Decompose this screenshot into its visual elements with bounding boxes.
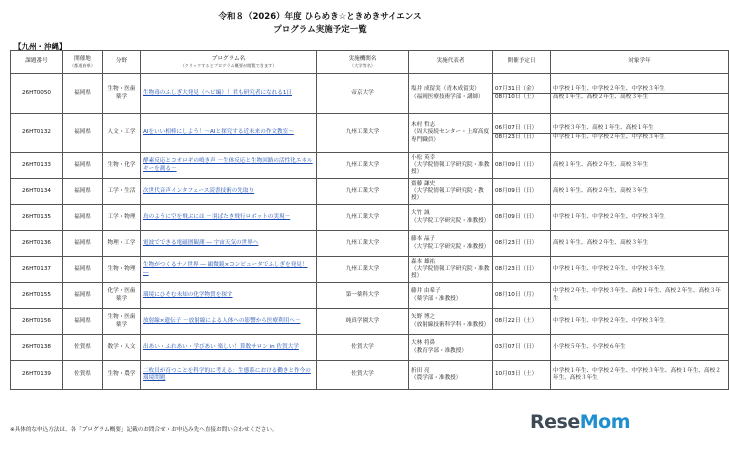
target-grade: 中学校１年生、中学校２年生、中学校３年生: [553, 85, 665, 92]
date-cell: [493, 205, 551, 231]
institution: 九州工業大学: [317, 153, 409, 179]
program-cell: [141, 205, 317, 231]
rep-line: 藤本 晶子: [411, 236, 436, 243]
representative: [409, 361, 493, 390]
target-grade: 高校１年生、高校２年生、高校３年生: [553, 161, 649, 168]
program-link[interactable]: 二枚貝が育つことを科学的に考える：生態系における働きと作今の環境問題: [143, 367, 311, 381]
date-cell: [493, 153, 551, 179]
rep-line: 大竹 誠: [411, 210, 430, 217]
event-date: 08月23日（日）: [495, 239, 538, 246]
grade-cell: [551, 153, 729, 179]
representative: [409, 309, 493, 335]
representative: [409, 114, 493, 153]
program-link[interactable]: 環境にひそむ未知の化学物質を探す: [143, 291, 233, 298]
institution: 九州工業大学: [317, 231, 409, 257]
program-id: 26HT0132: [11, 114, 63, 153]
grade-cell: [551, 309, 729, 335]
institution: 九州工業大学: [317, 114, 409, 153]
event-date: 08月10日（土）: [493, 93, 550, 101]
program-cell: [141, 361, 317, 390]
program-id: 26HT0050: [11, 74, 63, 114]
table-header-row: [11, 51, 729, 74]
field: 人文・工学: [103, 114, 141, 153]
grade-cell: [551, 74, 729, 114]
field: 数学・人文: [103, 335, 141, 361]
program-cell: [141, 179, 317, 205]
col-header-field: 分野: [103, 51, 141, 74]
col-header-institution: 実施機関名 （大学等名）: [317, 51, 409, 74]
event-date: 03月07日（日）: [495, 343, 538, 350]
prefecture: 福岡県: [63, 179, 103, 205]
field: 生物・医歯薬学: [103, 309, 141, 335]
program-cell: [141, 114, 317, 153]
program-id: 26HT0133: [11, 153, 63, 179]
rep-line: （大学院工学研究院・准教授）: [411, 243, 490, 250]
institution: 佐賀大学: [317, 361, 409, 390]
program-cell: [141, 283, 317, 309]
event-date: 06月07日（日）: [495, 125, 538, 132]
rep-line: 矢野 博之: [411, 314, 436, 321]
institution: 佐賀大学: [317, 335, 409, 361]
program-cell: [141, 231, 317, 257]
date-cell: [493, 231, 551, 257]
date-cell: [493, 257, 551, 283]
institution: 九州工業大学: [317, 205, 409, 231]
event-date: 07月31日（金）: [495, 85, 538, 92]
prefecture: 佐賀県: [63, 361, 103, 390]
prefecture: 福岡県: [63, 257, 103, 283]
table-row: [11, 361, 729, 390]
rep-line: （大学院工学研究院・准教授）: [411, 217, 490, 224]
field: 化学・医歯薬学: [103, 283, 141, 309]
program-link[interactable]: 鳥のように空を飛ぶには －羽ばたき飛行ロボットの実現－: [143, 213, 291, 220]
rep-line: 齋藤 謙史: [411, 180, 436, 187]
program-id: 26HT0136: [11, 231, 63, 257]
date-cell: [493, 74, 551, 114]
representative: [409, 205, 493, 231]
representative: [409, 335, 493, 361]
program-cell: [141, 74, 317, 114]
field: 物理・工学: [103, 231, 141, 257]
table-row: [11, 335, 729, 361]
program-id: 26HT0156: [11, 309, 63, 335]
table-row: [11, 153, 729, 179]
target-grade: 中学校１年生、中学校２年生、中学校３年生: [553, 265, 665, 272]
rep-line: 塩井 成留実（青木成留実）: [411, 86, 480, 93]
event-date: 10月03日（土）: [495, 371, 538, 378]
col-header-grade: 対象学年: [551, 51, 729, 74]
event-date: 08月09日（日）: [495, 187, 538, 194]
target-grade: 中学校１年生、中学校２年生、中学校３年生: [551, 133, 728, 141]
field: 生物・化学: [103, 153, 141, 179]
page-title: 令和８（2026）年度 ひらめき☆ときめきサイエンス: [218, 12, 422, 22]
representative: [409, 74, 493, 114]
event-date: 08月09日（日）: [495, 161, 538, 168]
program-link[interactable]: AIをいい相棒にしよう！～AIと探究する近未来の作文教室～: [143, 129, 294, 136]
program-id: 26HT0139: [11, 361, 63, 390]
representative: [409, 153, 493, 179]
grade-cell: [551, 361, 729, 390]
rep-line: 折田 亮: [411, 367, 430, 374]
grade-cell: [551, 335, 729, 361]
program-id: 26HT0137: [11, 257, 63, 283]
target-grade: 中学校１年生、中学校２年生、中学校３年生、高校１年生、高校２年生、高校３年生: [553, 367, 721, 381]
grade-cell: [551, 257, 729, 283]
event-date: 08月09日（日）: [495, 213, 538, 220]
program-link[interactable]: 次世代音声インタフェース読書技術の先取り: [143, 187, 255, 194]
program-id: 26HT0134: [11, 179, 63, 205]
program-link[interactable]: 生物がつくるナノ世界 ― 顕微鏡×コンピュータでふしぎを発見！ ―: [143, 262, 308, 276]
rep-line: （大学院情報工学研究院・准教授）: [411, 161, 490, 176]
resemom-logo: ReseMom: [530, 411, 630, 433]
program-id: 26HT0135: [11, 205, 63, 231]
grade-cell: [551, 114, 729, 153]
target-grade: 中学校３年生、高校１年生、高校１年生: [553, 125, 654, 132]
representative: [409, 231, 493, 257]
rep-line: 小松 英幸: [411, 154, 436, 161]
rep-line: （薬学部・准教授）: [411, 295, 462, 302]
program-cell: [141, 257, 317, 283]
page-subtitle: プログラム実施予定一覧: [273, 25, 367, 35]
grade-cell: [551, 231, 729, 257]
footnote: ※具体的な申込方法は、各「プログラム概要」記載のお問合せ・お申込み先へ直接お問い合わせください。: [10, 427, 278, 433]
prefecture: 福岡県: [63, 153, 103, 179]
date-cell: [493, 361, 551, 390]
target-grade: 中学校１年生、中学校２年生、中学校３年生: [553, 317, 665, 324]
event-date: 08月10日（月）: [495, 291, 538, 298]
col-header-program: プログラム名 （クリックするとプログラム概要が閲覧できます）: [141, 51, 317, 74]
prefecture: 福岡県: [63, 114, 103, 153]
field: 生物・物理: [103, 257, 141, 283]
table-row: [11, 309, 729, 335]
prefecture: 佐賀県: [63, 335, 103, 361]
target-grade: 高校１年生、高校２年生、高校３年生: [553, 239, 649, 246]
rep-line: （大学院情報工学研究院・教授）: [411, 187, 484, 202]
table-row: [11, 74, 729, 114]
institution: 第一薬科大学: [317, 283, 409, 309]
table-row: [11, 283, 729, 309]
target-grade: 中学校１年生、中学校２年生、中学校３年生: [553, 213, 665, 220]
col-header-id: 課題番号: [11, 51, 63, 74]
rep-line: （周大接続センター・上席高度専門職員）: [411, 129, 490, 143]
table-row: [11, 257, 729, 283]
target-grade: 高校１年生、高校２年生、高校３年生: [553, 187, 649, 194]
program-link[interactable]: 電波でできる電磁圏観測 ― 宇宙天気の世界へ: [143, 239, 259, 246]
event-date: 08月23日（日）: [493, 133, 550, 141]
rep-line: （教育学部・准教授）: [411, 347, 467, 354]
field: 工学・生活: [103, 179, 141, 205]
rep-line: 大林 将鼻: [411, 340, 436, 347]
date-cell: [493, 114, 551, 153]
event-date: 08月23日（日）: [495, 265, 538, 272]
col-header-pref: 開催地 （都道府県）: [63, 51, 103, 74]
field: 生物・医歯薬学: [103, 74, 141, 114]
program-id: 26HT0138: [11, 335, 63, 361]
event-date: 08月22日（土）: [495, 317, 538, 324]
institution: 九州工業大学: [317, 179, 409, 205]
table-row: [11, 179, 729, 205]
program-link[interactable]: 生物毒のふしぎ大発見（ヘビ編）！君も研究者になれる1日: [143, 89, 292, 96]
prefecture: 福岡県: [63, 309, 103, 335]
col-header-date: 開催予定日: [493, 51, 551, 74]
program-link[interactable]: 放射線×遺伝子 －放射線による人体への影響から医療利用へ－: [143, 317, 301, 324]
prefecture: 福岡県: [63, 205, 103, 231]
rep-line: （放射線技術科学科・准教授）: [411, 321, 490, 328]
prefecture: 福岡県: [63, 74, 103, 114]
date-cell: [493, 283, 551, 309]
field: 生物・農学: [103, 361, 141, 390]
institution: 純真学園大学: [317, 309, 409, 335]
col-header-rep: 実施代表者: [409, 51, 493, 74]
grade-cell: [551, 205, 729, 231]
field: 工学・物理: [103, 205, 141, 231]
representative: [409, 283, 493, 309]
date-cell: [493, 179, 551, 205]
table-row: [11, 205, 729, 231]
target-grade: 小学校５年生、小学校６年生: [553, 343, 626, 350]
representative: [409, 179, 493, 205]
rep-line: 木村 哲志: [411, 122, 436, 129]
representative: [409, 257, 493, 283]
target-grade: 中学校２年生、中学校３年生、高校１年生、高校２年生、高校３年生: [553, 288, 721, 302]
prefecture: 福岡県: [63, 231, 103, 257]
institution: 九州工業大学: [317, 257, 409, 283]
program-id: 26HT0155: [11, 283, 63, 309]
region-label: 【九州・沖縄】: [14, 42, 67, 51]
rep-line: （農学部・准教授）: [411, 375, 462, 381]
program-table: [10, 50, 729, 390]
grade-cell: [551, 179, 729, 205]
target-grade: 高校１年生、高校２年生、高校３年生: [551, 93, 728, 101]
rep-line: （福岡医療技術学部・講師）: [411, 93, 484, 100]
date-cell: [493, 309, 551, 335]
rep-line: 森本 雄祐: [411, 258, 436, 265]
program-cell: [141, 335, 317, 361]
program-link[interactable]: 出あい・ふれあい・学びあい 楽しい！算数サロン in 佐賀大学: [143, 343, 299, 350]
program-link[interactable]: 酵素反応とコオロギの鳴き声 －生体反応と生物回路の活性化エネルギーを測る－: [143, 158, 313, 172]
table-row: [11, 114, 729, 153]
rep-line: （大学院情報工学研究院・准教授）: [411, 265, 490, 280]
rep-line: 藤井 由希子: [411, 288, 441, 295]
date-cell: [493, 335, 551, 361]
institution: 帝京大学: [317, 74, 409, 114]
table-row: [11, 231, 729, 257]
prefecture: 福岡県: [63, 283, 103, 309]
program-cell: [141, 309, 317, 335]
grade-cell: [551, 283, 729, 309]
program-cell: [141, 153, 317, 179]
